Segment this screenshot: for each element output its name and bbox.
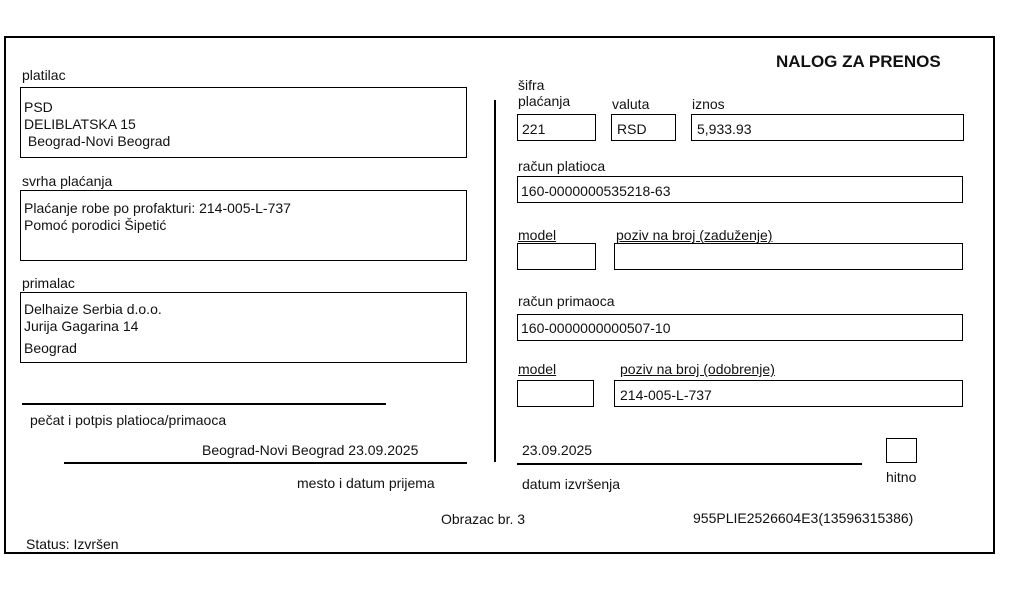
payment-code-label: šifra [518, 77, 545, 93]
column-divider [494, 100, 496, 462]
credit-model-label: model [518, 361, 557, 377]
debit-model-label: model [518, 227, 557, 243]
amount-value: 5,933.93 [697, 121, 752, 137]
signature-line [22, 403, 386, 405]
debit-ref-label: poziv na broj (zaduženje) [616, 227, 773, 243]
signature-label: pečat i potpis platioca/primaoca [30, 412, 227, 428]
urgent-checkbox[interactable] [886, 438, 917, 463]
recipient-label: primalac [22, 275, 75, 291]
credit-ref-value: 214-005-L-737 [620, 387, 712, 403]
place-date-label: mesto i datum prijema [297, 475, 435, 491]
purpose-line: Pomoć porodici Šipetić [24, 217, 167, 233]
currency-value: RSD [617, 121, 647, 137]
recipient-account-label: račun primaoca [518, 293, 615, 309]
purpose-label: svrha plaćanja [22, 173, 113, 189]
payer-account-label: račun platioca [518, 158, 606, 174]
place-date-line [64, 462, 467, 464]
payment-code-label: plaćanja [518, 93, 571, 109]
debit-model-box [517, 243, 596, 270]
execution-date-label: datum izvršenja [522, 476, 621, 492]
recipient-line: Delhaize Serbia d.o.o. [24, 301, 162, 317]
payer-line: Beograd-Novi Beograd [24, 133, 171, 149]
execution-date-value: 23.09.2025 [522, 442, 593, 458]
recipient-line: Beograd [24, 340, 77, 356]
credit-model-box [517, 380, 594, 407]
credit-ref-label: poziv na broj (odobrenje) [620, 361, 775, 377]
payer-label: platilac [22, 67, 66, 83]
form-number: Obrazac br. 3 [441, 511, 526, 527]
payer-line: DELIBLATSKA 15 [24, 116, 136, 132]
place-date-value: Beograd-Novi Beograd 23.09.2025 [202, 442, 419, 458]
status-text: Status: Izvršen [26, 536, 119, 552]
payer-account-value: 160-0000000535218-63 [521, 183, 671, 199]
debit-ref-box [614, 243, 963, 270]
form-title: NALOG ZA PRENOS [776, 52, 941, 71]
urgent-label: hitno [886, 469, 917, 485]
currency-label: valuta [612, 96, 650, 112]
recipient-line: Jurija Gagarina 14 [24, 318, 139, 334]
payment-code-value: 221 [522, 121, 546, 137]
amount-label: iznos [692, 96, 725, 112]
purpose-line: Plaćanje robe po profakturi: 214-005-L-737 [24, 200, 291, 216]
reference-code: 955PLIE2526604E3(13596315386) [693, 510, 914, 526]
execution-date-line [517, 463, 862, 465]
recipient-account-value: 160-0000000000507-10 [521, 320, 671, 336]
payer-line: PSD [24, 99, 53, 115]
